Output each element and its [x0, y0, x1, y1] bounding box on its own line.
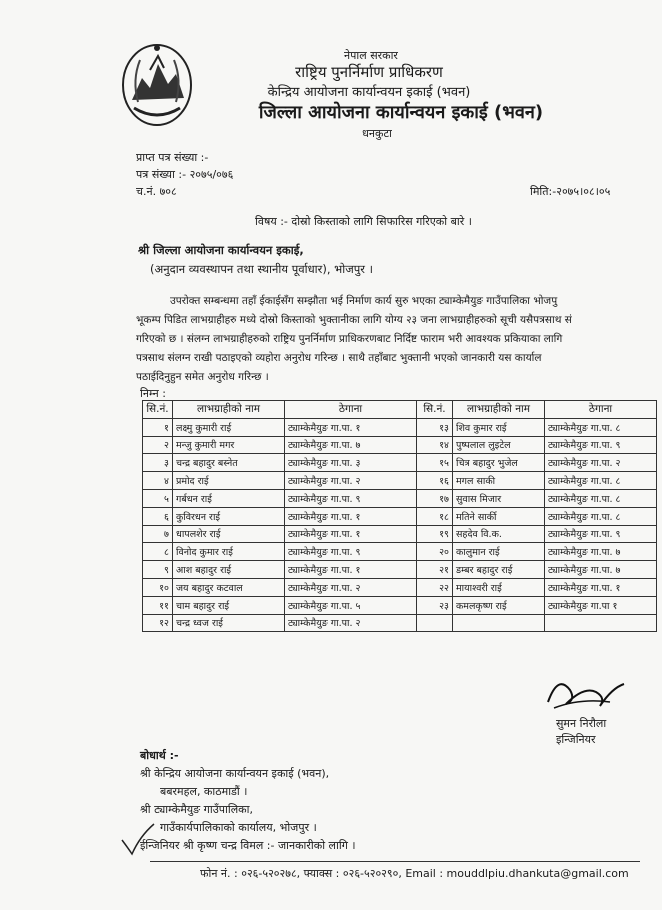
table-body — [143, 418, 657, 632]
cell-address: ट्याम्केमैयुङ गा.पा. ९ — [285, 543, 417, 561]
cell-address: ट्याम्केमैयुङ गा.पा. २ — [285, 578, 417, 596]
cell-name: शिव कुमार राई — [453, 418, 545, 436]
table-row — [143, 614, 657, 632]
footer-divider — [150, 861, 640, 862]
checkmark-icon — [118, 818, 158, 858]
cell-serial: ५ — [143, 489, 173, 507]
col-header-address: ठेगाना — [545, 401, 657, 419]
cell-serial: ९ — [143, 561, 173, 579]
table-row — [143, 472, 657, 490]
table-row — [143, 578, 657, 596]
cc-line: श्री केन्द्रिय आयोजना कार्यान्वयन इकाई (भवन), — [140, 767, 330, 780]
cell-address: ट्याम्केमैयुङ गा.पा. १ — [545, 578, 657, 596]
cell-address: ट्याम्केमैयुङ गा.पा. ९ — [285, 489, 417, 507]
cell-serial: ११ — [143, 596, 173, 614]
cell-address: ट्याम्केमैयुङ गा.पा. १ — [285, 561, 417, 579]
cell-serial: ८ — [143, 543, 173, 561]
cell-address: ट्याम्केमैयुङ गा.पा. ८ — [545, 472, 657, 490]
cell-serial: ७ — [143, 525, 173, 543]
received-letter-no: प्राप्त पत्र संख्या :- — [136, 151, 209, 164]
cell-serial: १५ — [417, 454, 453, 472]
cell-address: ट्याम्केमैयुङ गा.पा. ३ — [285, 454, 417, 472]
cell-address: ट्याम्केमैयुङ गा.पा. ८ — [545, 489, 657, 507]
cell-address: ट्याम्केमैयुङ गा.पा. ५ — [285, 596, 417, 614]
cell-serial: १९ — [417, 525, 453, 543]
header-district-unit: जिल्ला आयोजना कार्यान्वयन इकाई (भवन) — [258, 102, 544, 123]
cell-address: ट्याम्केमैयुङ गा.पा. १ — [285, 525, 417, 543]
col-header-serial: सि.नं. — [417, 401, 453, 419]
cell-serial: ३ — [143, 454, 173, 472]
col-header-address: ठेगाना — [285, 401, 417, 419]
cell-name: चित्र बहादुर भुजेल — [453, 454, 545, 472]
cell-name: सुवास मिजार — [453, 489, 545, 507]
cc-line: श्री ट्याम्केमैयुङ गाउँपालिका, — [140, 803, 253, 816]
cell-serial: १० — [143, 578, 173, 596]
col-header-serial: सि.नं. — [143, 401, 173, 419]
table-row — [143, 489, 657, 507]
subject-line: विषय :- दोस्रो किस्ताको लागि सिफारिस गरिएको बारे । — [255, 215, 472, 228]
cell-address: ट्याम्केमैयुङ गा.पा. ७ — [545, 543, 657, 561]
body-line: गरिएको छ । संलग्न लाभग्राहीहरुको राष्ट्रिय पुनर्निर्माण प्राधिकरणबाट निर्दिष्ट फाराम भरी आवश्यक प्रकियाका लागि — [136, 333, 563, 345]
cell-name: कुविरधन राई — [173, 507, 285, 525]
body-line: पत्रसाथ संलग्न राखी पठाइएको व्यहोरा अनुरोध गरिन्छ । साथै तहाँबाट भुक्तानी भएको जानकारी यस कार्याल — [136, 352, 542, 364]
footer-contact: फोन नं. : ०२६-५२०२७८, फ्याक्स : ०२६-५२०२९०, Email : mouddlpiu.dhankuta@gmail.com — [200, 867, 629, 880]
cell-serial: १६ — [417, 472, 453, 490]
cell-serial: १ — [143, 418, 173, 436]
cell-name: प्रमोद राई — [173, 472, 285, 490]
table-row — [143, 543, 657, 561]
cell-address: ट्याम्केमैयुङ गा.पा. १ — [285, 507, 417, 525]
cell-address: ट्याम्केमैयुङ गा.पा. ७ — [545, 561, 657, 579]
cell-name — [453, 614, 545, 632]
signatory-title: इन्जिनियर — [556, 733, 596, 746]
cell-name: धापलशेर राई — [173, 525, 285, 543]
cell-name: आश बहादुर राई — [173, 561, 285, 579]
table-row — [143, 596, 657, 614]
table-row — [143, 418, 657, 436]
table-row — [143, 454, 657, 472]
header-central-unit: केन्द्रिय आयोजना कार्यान्वयन इकाई (भवन) — [267, 85, 471, 100]
cell-serial: २२ — [417, 578, 453, 596]
cell-address: ट्याम्केमैयुङ गा.पा. ८ — [545, 418, 657, 436]
cell-name: विनोद कुमार राई — [173, 543, 285, 561]
cell-name: कमलकृष्ण राई — [453, 596, 545, 614]
table-row — [143, 507, 657, 525]
cell-serial: १२ — [143, 614, 173, 632]
table-row — [143, 436, 657, 454]
cell-address: ट्याम्केमैयुङ गा.पा. ७ — [285, 436, 417, 454]
cell-name: डम्बर बहादुर राई — [453, 561, 545, 579]
cc-line: बबरमहल, काठमाडौं । — [160, 785, 248, 798]
cell-serial: २१ — [417, 561, 453, 579]
letter-no: पत्र संख्या :- २०७५/०७६ — [136, 168, 234, 181]
cell-name: मतिने सार्की — [453, 507, 545, 525]
beneficiary-table — [142, 400, 657, 632]
body-line: पठाईदिनुहुन समेत अनुरोध गरिन्छ । — [136, 371, 269, 383]
signature-icon — [540, 668, 630, 718]
col-header-name: लाभग्राहीको नाम — [173, 401, 285, 419]
cell-serial: १८ — [417, 507, 453, 525]
header-authority: राष्ट्रिय पुनर्निर्माण प्राधिकरण — [295, 63, 443, 81]
letter-date: मिति:-२०७५।०८।०५ — [530, 185, 611, 198]
cell-name: सहदेव वि.क. — [453, 525, 545, 543]
table-header-row — [143, 401, 657, 419]
header-location: धनकुटा — [362, 127, 392, 140]
cell-name: मन्जु कुमारी मगर — [173, 436, 285, 454]
cc-heading: बोधार्थ :- — [140, 749, 179, 762]
cell-address: ट्याम्केमैयुङ गा.पा १ — [545, 596, 657, 614]
body-line: उपरोक्त सम्बन्धमा तहाँ ईकाईसँग सम्झौता भई निर्माण कार्य सुरु भएका ट्याम्केमैयुङ गाउँपालिका भोजपु — [170, 295, 558, 307]
cell-serial: १४ — [417, 436, 453, 454]
cc-line: गाउँकार्यपालिकाको कार्यालय, भोजपुर । — [160, 821, 317, 834]
cell-address: ट्याम्केमैयुङ गा.पा. २ — [285, 472, 417, 490]
cell-name: चन्द्र बहादुर बस्नेत — [173, 454, 285, 472]
cell-name: लक्ष्मु कुमारी राई — [173, 418, 285, 436]
body-line: भूकम्प पिडित लाभग्राहीहरु मध्ये दोस्रो किस्ताको भुक्तानीका लागि योग्य २३ जना लाभग्राहीहरुको सूची यसैपत्रसाथ सं — [136, 314, 572, 326]
recipient-line-2: (अनुदान व्यवस्थापन तथा स्थानीय पूर्वाधार), भोजपुर । — [150, 262, 374, 276]
table-row — [143, 561, 657, 579]
cell-serial: १७ — [417, 489, 453, 507]
cell-address — [545, 614, 657, 632]
cell-address: ट्याम्केमैयुङ गा.पा. ९ — [545, 436, 657, 454]
cell-name: चन्द्र ध्वज राई — [173, 614, 285, 632]
cell-serial: २ — [143, 436, 173, 454]
cell-address: ट्याम्केमैयुङ गा.पा. १ — [285, 418, 417, 436]
cell-serial: १३ — [417, 418, 453, 436]
table-row — [143, 525, 657, 543]
cell-name: मायाश्वरी राई — [453, 578, 545, 596]
dispatch-no: च.नं. ७०८ — [136, 185, 177, 198]
cell-serial: ६ — [143, 507, 173, 525]
recipient-line-1: श्री जिल्ला आयोजना कार्यान्वयन इकाई, — [138, 243, 304, 257]
cell-name: जय बहादुर कटवाल — [173, 578, 285, 596]
cell-name: गर्बधन राई — [173, 489, 285, 507]
signatory-name: सुमन निरौला — [556, 717, 607, 730]
cell-serial: २० — [417, 543, 453, 561]
cell-address: ट्याम्केमैयुङ गा.पा. २ — [545, 454, 657, 472]
cc-line: ईन्जिनियर श्री कृष्ण चन्द्र विमल :- जानकारीको लागि । — [140, 839, 356, 852]
col-header-name: लाभग्राहीको नाम — [453, 401, 545, 419]
cell-name: मगल साकी — [453, 472, 545, 490]
cell-name: पुष्पलाल लुइटेल — [453, 436, 545, 454]
cell-address: ट्याम्केमैयुङ गा.पा. ९ — [545, 525, 657, 543]
cell-serial: २३ — [417, 596, 453, 614]
cell-name: कालुमान राई — [453, 543, 545, 561]
cell-address: ट्याम्केमैयुङ गा.पा. ८ — [545, 507, 657, 525]
header-govt: नेपाल सरकार — [344, 49, 398, 62]
cell-serial: ४ — [143, 472, 173, 490]
cell-name: चाम बहादुर राई — [173, 596, 285, 614]
table-caption: निम्न : — [140, 387, 166, 400]
cell-address: ट्याम्केमैयुङ गा.पा. २ — [285, 614, 417, 632]
cell-serial — [417, 614, 453, 632]
